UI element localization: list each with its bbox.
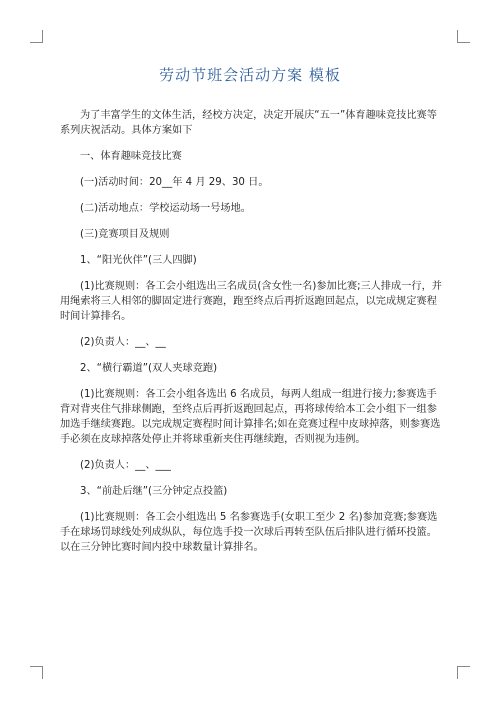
document-title: 劳动节班会活动方案 模板 xyxy=(159,66,341,84)
crop-mark-top-right xyxy=(457,30,470,43)
event-2-heading: 2、“横行霸道”(双人夹球竞跑) xyxy=(80,363,218,374)
event-1-rules: (1)比赛规则：各工会小组选出三名成员(含女性一名)参加比赛;三人排成一行，并用绳索将三人相邻的脚固定进行赛跑，跑至终点后再折返跑回起点，以完成规定赛程时间计算排名。 xyxy=(60,281,442,322)
rules-heading: (三)竞赛项目及规则 xyxy=(80,229,170,240)
event-3-heading: 3、“前赴后继”(三分钟定点投篮) xyxy=(80,486,228,497)
event-3-rules: (1)比赛规则：各工会小组选出 5 名参赛选手(女职工至少 2 名)参加竞赛;参赛选手在球场罚球线处列成纵队，每位选手投一次球后再转至队伍后排队进行循环投篮。以在三分钟比赛时间内投中球数量计算排名。 xyxy=(60,512,438,553)
section-heading: 一、体育趣味竞技比赛 xyxy=(80,151,182,162)
event-2-rules: (1)比赛规则：各工会小组各选出 6 名成员，每两人组成一组进行接力;参赛选手背对背夹住气排球侧跑，至终点后再折返跑回起点，再将球传给本工会小组下一组参加选手继续赛跑。以完成规定赛程时间计算排名;如在竞赛过程中皮球掉落，则参赛选手必须在皮球掉落处停止并将球重新夹住再继续跑，否则视为违例。 xyxy=(60,389,441,445)
crop-mark-top-left xyxy=(30,30,43,43)
activity-time: (一)活动时间：20__年 4 月 29、30 日。 xyxy=(80,177,269,188)
event-1-lead: (2)负责人：__、__ xyxy=(80,337,166,348)
intro-paragraph: 为了丰富学生的文体生活，经校方决定，决定开展庆“五一”体育趣味竞技比赛等系列庆祝活动。具体方案如下 xyxy=(60,110,437,136)
crop-mark-bottom-left xyxy=(30,666,43,679)
activity-location: (二)活动地点：学校运动场一号场地。 xyxy=(80,203,251,214)
crop-mark-bottom-right xyxy=(457,666,470,679)
document-body xyxy=(60,108,445,555)
event-2-lead: (2)负责人：__、___ xyxy=(80,460,171,471)
event-1-heading: 1、“阳光伙伴”(三人四脚) xyxy=(80,255,197,266)
